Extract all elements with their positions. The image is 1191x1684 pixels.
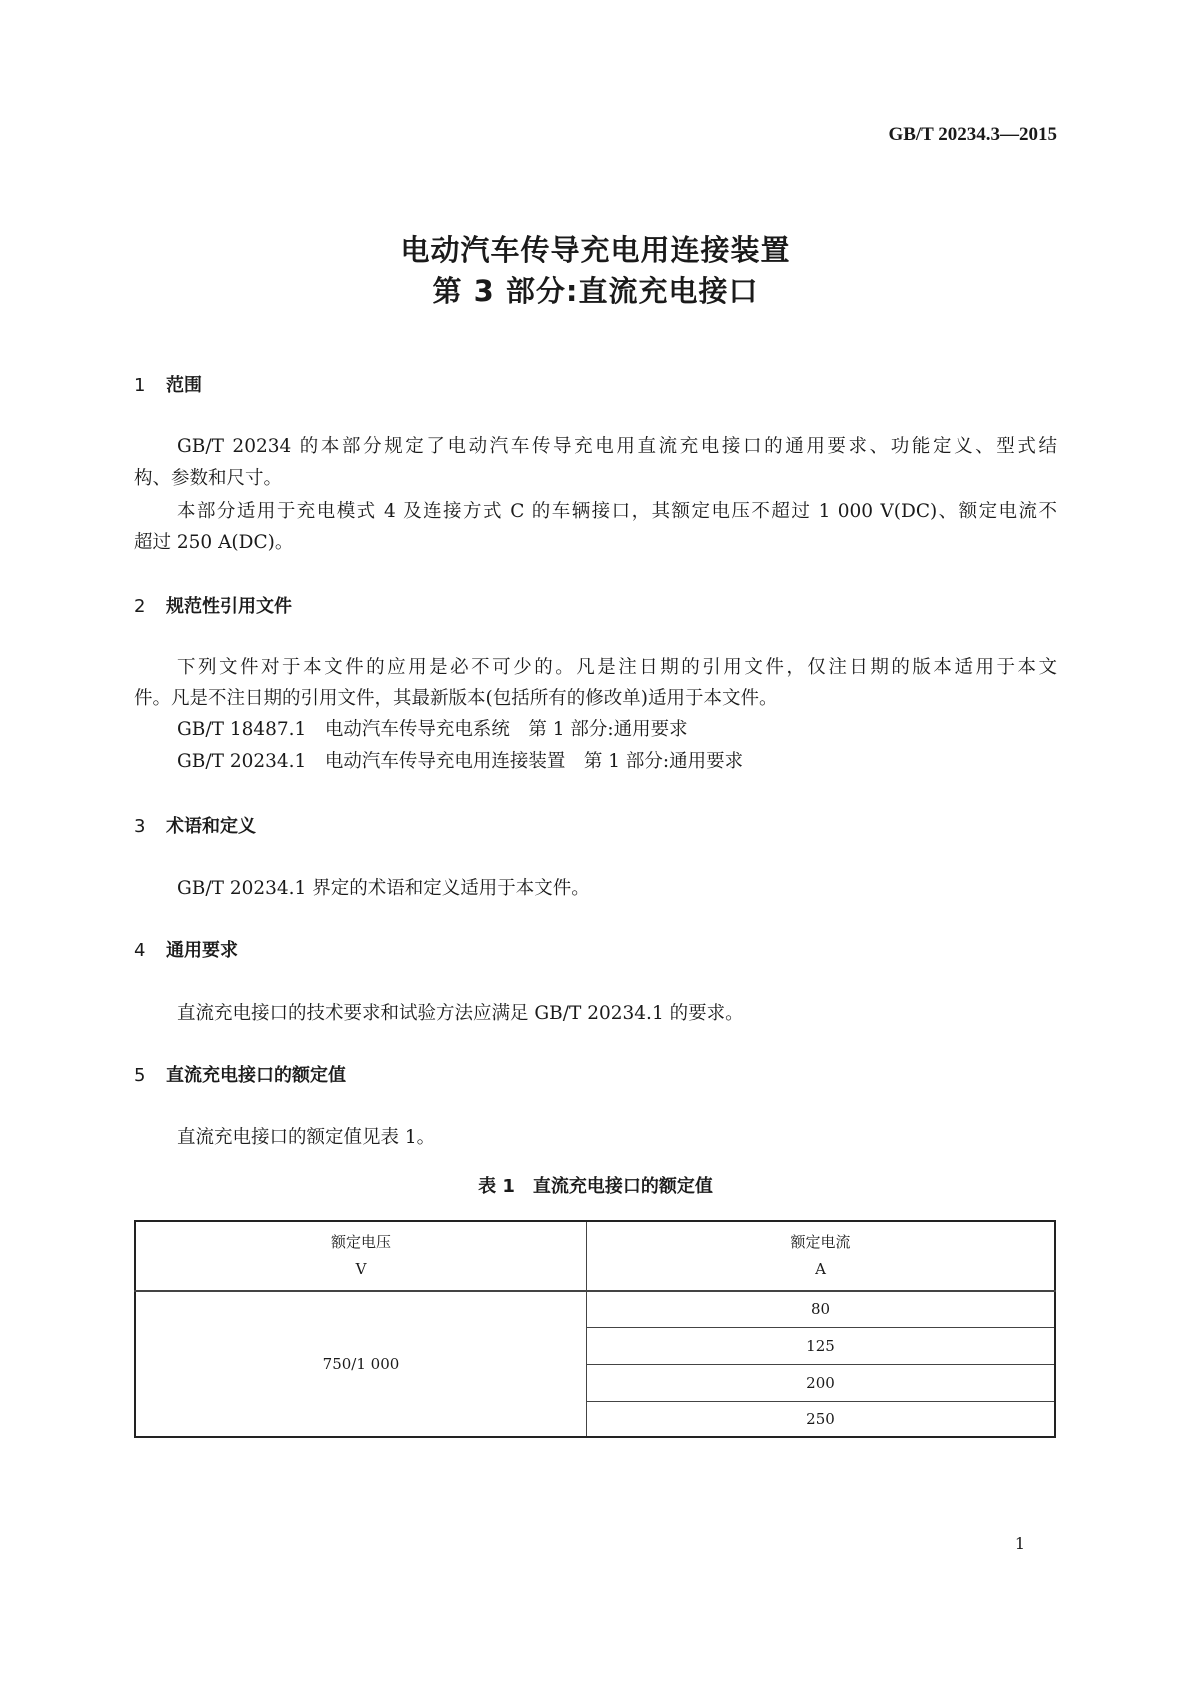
section-number: 4	[134, 940, 146, 961]
section-number: 3	[134, 816, 146, 837]
section-title: 直流充电接口的额定值	[166, 1065, 346, 1086]
paragraph-line: GB/T 20234 的本部分规定了电动汽车传导充电用直流充电接口的通用要求、功能定义、型式结	[177, 436, 1057, 457]
paragraph-line: 构、参数和尺寸。	[134, 468, 283, 489]
header-unit: A	[815, 1260, 826, 1278]
page-number: 1	[1014, 1534, 1025, 1553]
section-heading-4	[134, 936, 238, 962]
section-heading-3	[134, 812, 256, 838]
current-cell: 250	[587, 1401, 1056, 1437]
section-title: 术语和定义	[166, 816, 256, 837]
paragraph-line: 直流充电接口的技术要求和试验方法应满足 GB/T 20234.1 的要求。	[177, 1003, 744, 1024]
rated-values-table	[134, 1220, 1056, 1438]
header-unit: V	[355, 1260, 367, 1278]
table-row	[135, 1291, 1055, 1327]
header-voltage	[135, 1221, 587, 1291]
current-cell: 125	[587, 1327, 1056, 1364]
reference-item: GB/T 20234.1 电动汽车传导充电用连接装置 第 1 部分:通用要求	[177, 751, 744, 772]
document-subtitle: 第 3 部分:直流充电接口	[432, 274, 759, 308]
paragraph-line: 直流充电接口的额定值见表 1。	[177, 1127, 436, 1148]
header-label: 额定电压	[330, 1233, 391, 1251]
section-title: 规范性引用文件	[166, 596, 292, 617]
section-number: 2	[134, 596, 146, 617]
section-number: 5	[134, 1065, 146, 1086]
current-cell: 80	[587, 1291, 1056, 1327]
section-number: 1	[134, 375, 146, 396]
paragraph-line: 超过 250 A(DC)。	[134, 532, 294, 553]
paragraph-line: 件。凡是不注日期的引用文件，其最新版本(包括所有的修改单)适用于本文件。	[134, 688, 778, 709]
paragraph-line: GB/T 20234.1 界定的术语和定义适用于本文件。	[177, 878, 590, 899]
table-caption: 表 1 直流充电接口的额定值	[478, 1176, 713, 1197]
paragraph-line: 下列文件对于本文件的应用是必不可少的。凡是注日期的引用文件，仅注日期的版本适用于本文	[177, 657, 1057, 678]
reference-item: GB/T 18487.1 电动汽车传导充电系统 第 1 部分:通用要求	[177, 719, 688, 740]
standard-number: GB/T 20234.3—2015	[888, 124, 1057, 145]
header-current	[587, 1221, 1056, 1291]
section-title: 范围	[166, 375, 202, 396]
section-heading-1	[134, 371, 202, 397]
section-heading-2	[134, 592, 292, 618]
voltage-cell: 750/1 000	[135, 1291, 587, 1437]
document-title: 电动汽车传导充电用连接装置	[400, 233, 791, 267]
section-heading-5	[134, 1061, 346, 1087]
header-label: 额定电流	[790, 1233, 851, 1251]
paragraph-line: 本部分适用于充电模式 4 及连接方式 C 的车辆接口，其额定电压不超过 1 000 V(DC)、额定电流不	[177, 501, 1057, 522]
table-header-row	[135, 1221, 1055, 1291]
section-title: 通用要求	[166, 940, 238, 961]
current-cell: 200	[587, 1364, 1056, 1401]
